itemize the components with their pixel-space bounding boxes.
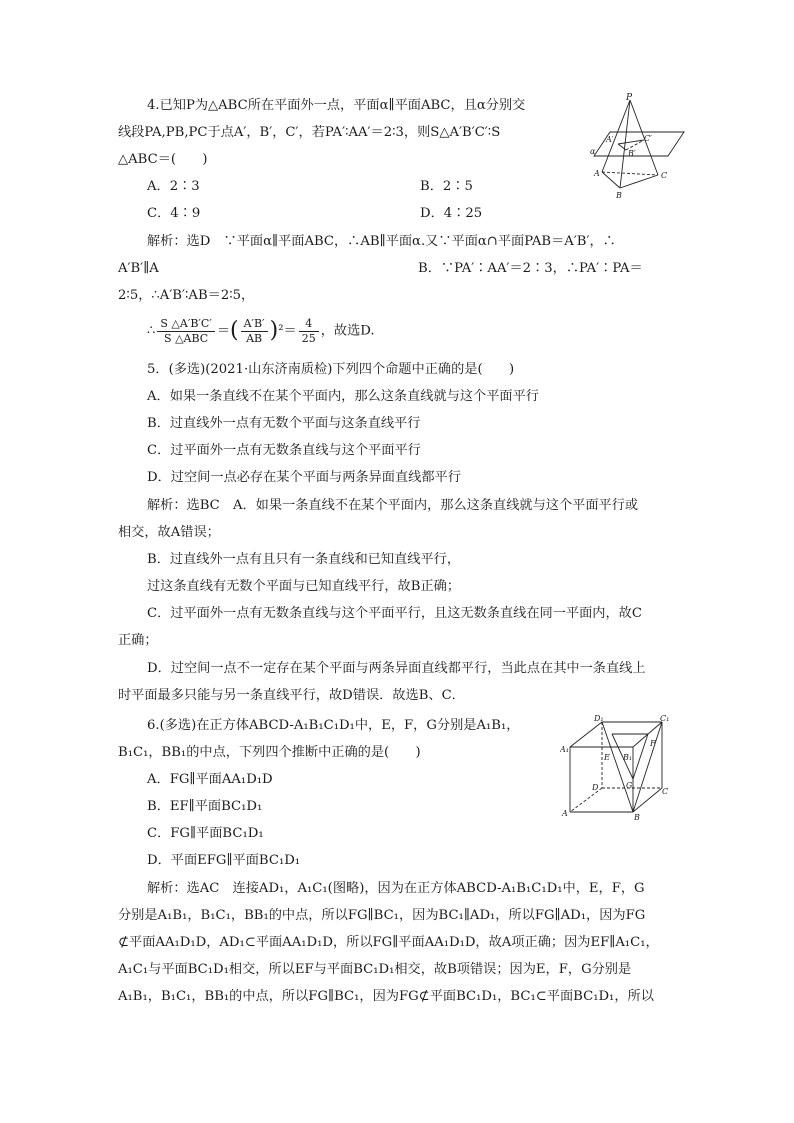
q6-solution-line4: A₁C₁与平面BC₁D₁相交，所以EF与平面BC₁D₁相交，故B项错误；因为E，F，G分别是 bbox=[118, 962, 632, 977]
figure-label-b-prime: B′ bbox=[628, 149, 636, 158]
q6-option-d: D．平面EFG∥平面BC₁D₁ bbox=[147, 853, 301, 868]
cube-label-c: C bbox=[662, 787, 669, 796]
q6-option-b: B．EF∥平面BC₁D₁ bbox=[147, 799, 263, 814]
cube-label-d1: D₁ bbox=[594, 714, 604, 723]
q6-stem-line1: 6.(多选)在正方体ABCD-A₁B₁C₁D₁中，E，F，G分别是A₁B₁， bbox=[147, 718, 520, 733]
formula-right-paren: ) bbox=[269, 318, 279, 343]
q5-solution-line8: 时平面最多只能与另一条直线平行，故D错误．故选B、C． bbox=[118, 688, 465, 703]
q6-solution-line2: 分别是A₁B₁，B₁C₁，BB₁的中点，所以FG∥BC₁，因为BC₁∥AD₁，所以FG∥AD₁，因为FG bbox=[118, 908, 646, 923]
figure-label-a: A bbox=[594, 169, 600, 178]
figure-label-a-prime: A′ bbox=[606, 135, 614, 144]
cube-label-a1: A₁ bbox=[560, 745, 569, 754]
cube-label-g: G bbox=[626, 781, 633, 790]
q5-option-b: B．过直线外一点有无数个平面与这条直线平行 bbox=[147, 416, 421, 431]
formula-side-numerator: A′B′ bbox=[241, 317, 268, 332]
q5-option-a: A．如果一条直线不在某个平面内，那么这条直线就与这个平面平行 bbox=[147, 389, 539, 404]
formula-area-fraction bbox=[157, 317, 214, 346]
figure-label-c-prime: C′ bbox=[644, 134, 652, 143]
q5-solution-line4: 过这条直线有无数个平面与已知直线平行，故B正确； bbox=[147, 579, 461, 594]
q4-solution-line1: 解析：选D ∵平面α∥平面ABC，∴AB∥平面α.又∵平面α∩平面PAB＝A′B′，∴ bbox=[147, 234, 616, 249]
q6-option-c: C．FG∥平面BC₁D₁ bbox=[147, 826, 264, 841]
q4-solution-line3: 2∶5，∴A′B′∶AB＝2∶5， bbox=[118, 288, 255, 303]
q6-solution-line1: 解析：选AC 连接AD₁，A₁C₁(图略)，因为在正方体ABCD-A₁B₁C₁D₁中，E，F，G bbox=[147, 881, 645, 896]
cube-label-e: E bbox=[604, 753, 610, 762]
q5-solution-line7: D．过空间一点不一定存在某个平面与两条异面直线都平行，当此点在其中一条直线上 bbox=[147, 661, 646, 676]
q6-solution-line5: A₁B₁，B₁C₁，BB₁的中点，所以FG∥BC₁，因为FG⊄平面BC₁D₁，BC₁⊂平面BC₁D₁，所以 bbox=[118, 989, 654, 1004]
q5-solution-line6: 正确； bbox=[118, 633, 158, 648]
cube-label-c1: C₁ bbox=[660, 714, 670, 723]
formula-equals: ＝ bbox=[216, 323, 231, 339]
formula-result-fraction bbox=[299, 317, 319, 346]
cube-label-b1: B₁ bbox=[623, 753, 633, 762]
q6-option-a: A．FG∥平面AA₁D₁D bbox=[147, 772, 273, 787]
q4-area-ratio-formula bbox=[147, 314, 375, 349]
figure-label-alpha: α bbox=[590, 147, 596, 156]
formula-side-denominator: AB bbox=[246, 331, 263, 345]
q4-stem-line3: △ABC＝( ) bbox=[118, 152, 208, 167]
formula-left-paren: ( bbox=[230, 318, 239, 343]
cube-label-b: B bbox=[634, 813, 640, 822]
formula-denominator: S △ABC bbox=[164, 331, 209, 345]
formula-numerator: S △A′B′C′ bbox=[157, 317, 214, 332]
q4-pyramid-figure bbox=[588, 92, 688, 202]
q5-solution-line1: 解析：选BC A．如果一条直线不在某个平面内，那么这条直线就与这个平面平行或 bbox=[147, 498, 639, 513]
q5-option-c: C．过平面外一点有无数条直线与这个平面平行 bbox=[147, 443, 421, 458]
cube-label-d: D bbox=[592, 783, 599, 792]
figure-label-b: B bbox=[616, 191, 622, 200]
q5-solution-line3: B．过直线外一点有且只有一条直线和已知直线平行， bbox=[147, 552, 461, 567]
cube-label-f: F bbox=[650, 739, 656, 748]
q4-stem-line2: 线段PA,PB,PC于点A′，B′，C′，若PA′∶AA′＝2∶3，则S△A′B′C′∶S bbox=[118, 125, 501, 140]
cube-label-a: A bbox=[562, 809, 568, 818]
q5-option-d: D．过空间一点必存在某个平面与两条异面直线都平行 bbox=[147, 470, 461, 485]
q4-solution-line2a: A′B′∥A bbox=[118, 261, 159, 276]
q5-stem: 5．(多选)(2021·山东济南质检)下列四个命题中正确的是( ) bbox=[147, 362, 515, 377]
q4-option-b: B．2∶5 bbox=[420, 179, 473, 194]
q4-stem-line1: 4.已知P为△ABC所在平面外一点，平面α∥平面ABC，且α分别交 bbox=[147, 98, 526, 113]
formula-side-fraction bbox=[241, 317, 268, 346]
q4-solution-line2b: B．∵PA′∶AA′＝2∶3，∴PA′∶PA＝ bbox=[418, 261, 643, 276]
figure-label-c: C bbox=[661, 171, 668, 180]
formula-result-numerator: 4 bbox=[299, 317, 319, 332]
q6-cube-figure bbox=[560, 712, 672, 824]
q4-option-d: D．4∶25 bbox=[420, 206, 483, 221]
formula-square-equals: ²＝ bbox=[278, 323, 297, 339]
q5-solution-line5: C．过平面外一点有无数条直线与这个平面平行，且这无数条直线在同一平面内，故C bbox=[147, 606, 642, 621]
figure-label-p: P bbox=[626, 93, 633, 103]
q4-option-c: C．4∶9 bbox=[147, 206, 201, 221]
q4-option-a: A．2∶3 bbox=[147, 179, 200, 194]
formula-conclusion: ，故选D. bbox=[320, 323, 375, 339]
formula-therefore: ∴ bbox=[147, 323, 156, 339]
q6-stem-line2: B₁C₁，BB₁的中点，下列四个推断中正确的是( ) bbox=[118, 745, 421, 760]
q6-solution-line3: ⊄平面AA₁D₁D，AD₁⊂平面AA₁D₁D，所以FG∥平面AA₁D₁D，故A项正确；因为EF∥A₁C₁， bbox=[118, 935, 659, 950]
q5-solution-line2: 相交，故A错误； bbox=[118, 525, 220, 540]
formula-result-denominator: 25 bbox=[301, 331, 316, 345]
